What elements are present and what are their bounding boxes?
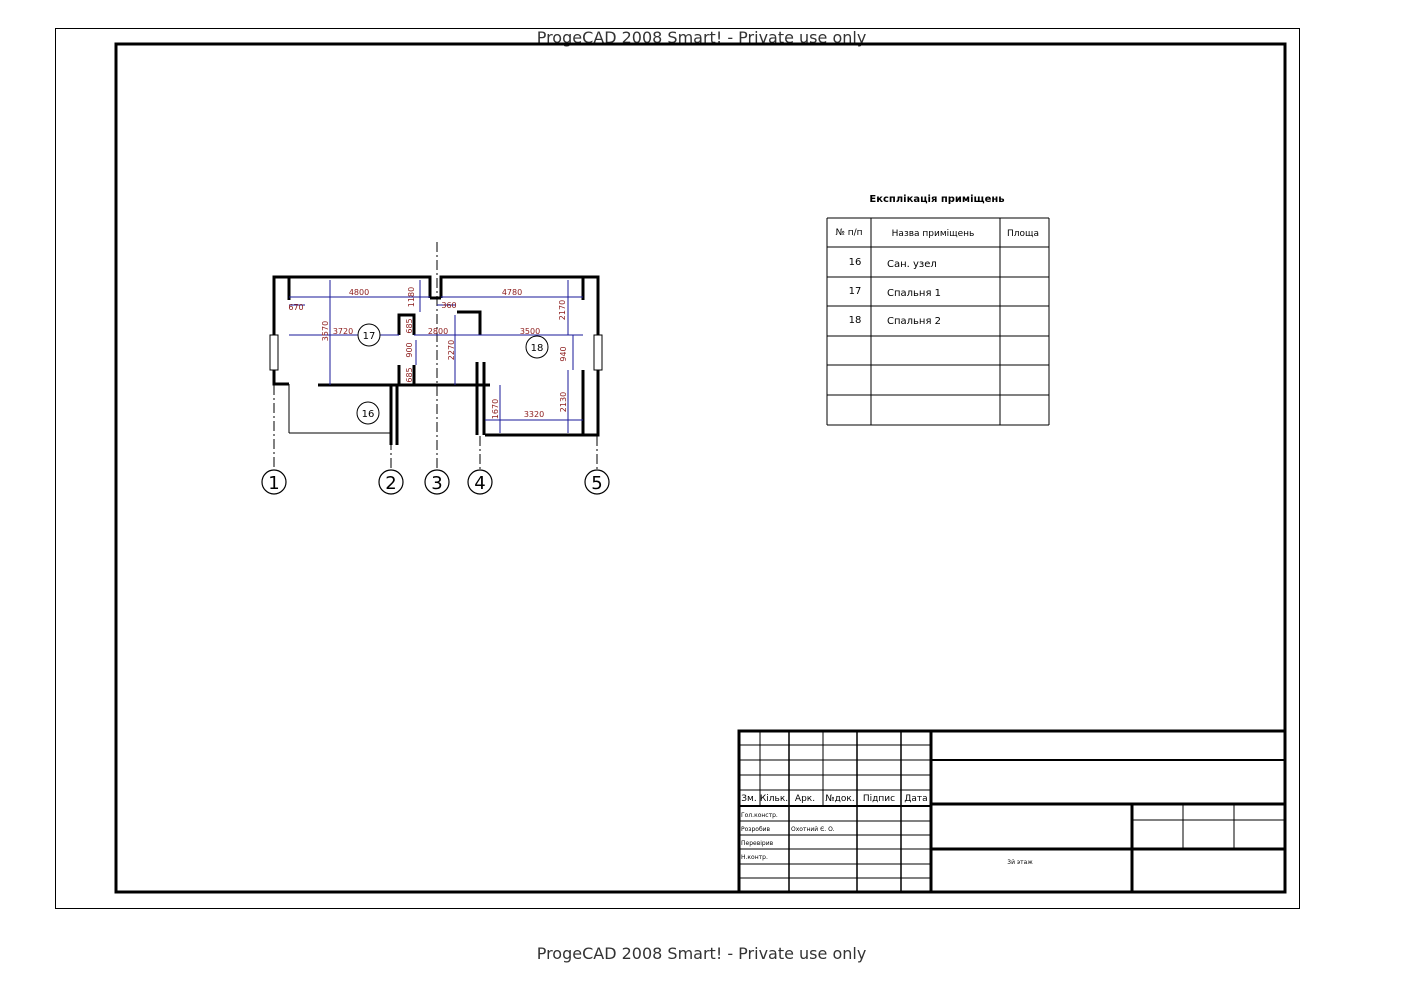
room-number: 17 bbox=[362, 331, 376, 342]
axis-label: 3 bbox=[431, 473, 443, 494]
explication-title: Експлікація приміщень bbox=[869, 194, 1005, 205]
explication-header-area: Площа bbox=[1006, 229, 1040, 239]
dimension-label: 3570 bbox=[321, 320, 330, 342]
axis-bubble bbox=[262, 470, 286, 494]
dimension-label: 360 bbox=[441, 301, 457, 310]
axis-bubbles bbox=[262, 470, 609, 494]
dimension-label: 2270 bbox=[447, 339, 456, 361]
dimension-label: 3320 bbox=[523, 410, 545, 419]
tb-header-docnum: №док. bbox=[825, 794, 855, 804]
table-row-num: 18 bbox=[848, 315, 862, 326]
axis-label: 2 bbox=[385, 473, 397, 494]
tb-role-developer: Розробив bbox=[741, 826, 771, 833]
dimension-label: 2130 bbox=[559, 391, 568, 413]
room-number: 18 bbox=[530, 343, 544, 354]
tb-header-qty: Кільк. bbox=[759, 794, 789, 804]
axis-bubble bbox=[425, 470, 449, 494]
dimension-label: 4780 bbox=[501, 288, 523, 297]
room-marker bbox=[357, 402, 379, 424]
tb-header-change: Зм. bbox=[741, 794, 757, 804]
axis-label: 5 bbox=[591, 473, 603, 494]
explication-header-name: Назва приміщень bbox=[891, 229, 975, 239]
explication-table bbox=[827, 194, 1049, 425]
paper-border bbox=[56, 29, 1300, 909]
dimension-label: 940 bbox=[559, 346, 568, 362]
tb-header-signature: Підпис bbox=[862, 794, 896, 804]
axis-bubble bbox=[468, 470, 492, 494]
table-row-num: 16 bbox=[848, 257, 862, 268]
table-row-name: Сан. узел bbox=[887, 259, 937, 270]
axis-label: 1 bbox=[268, 473, 280, 494]
title-block bbox=[739, 731, 1285, 892]
dimension-label: 3720 bbox=[332, 327, 354, 336]
table-row-name: Спальня 2 bbox=[887, 316, 942, 327]
axis-bubble bbox=[585, 470, 609, 494]
dimension-label: 3500 bbox=[519, 327, 541, 336]
dimension-label: 685 bbox=[405, 367, 414, 383]
room-number: 16 bbox=[361, 409, 375, 420]
table-row-name: Спальня 1 bbox=[887, 288, 942, 299]
axis-label: 4 bbox=[474, 473, 486, 494]
watermark-bottom: ProgeCAD 2008 Smart! - Private use only bbox=[536, 944, 867, 963]
room-markers bbox=[357, 324, 548, 424]
tb-header-date: Дата bbox=[904, 794, 928, 804]
room-marker bbox=[358, 324, 380, 346]
table-row-num: 17 bbox=[848, 286, 862, 297]
dimension-label: 1670 bbox=[491, 398, 500, 420]
watermark-top: ProgeCAD 2008 Smart! - Private use only bbox=[536, 28, 867, 47]
tb-role-chief: Гол.констр. bbox=[741, 812, 778, 819]
axis-bubble bbox=[379, 470, 403, 494]
dimension-label: 4800 bbox=[348, 288, 370, 297]
explication-header-num: № п/п bbox=[835, 228, 863, 238]
drawing-frame bbox=[116, 44, 1285, 892]
dimension-label: 685 bbox=[405, 318, 414, 334]
room-marker bbox=[526, 336, 548, 358]
tb-header-sheet: Арк. bbox=[794, 794, 816, 804]
dimension-label: 670 bbox=[288, 303, 304, 312]
dimension-label: 2800 bbox=[427, 327, 449, 336]
dimension-label: 900 bbox=[405, 342, 414, 358]
floor-plan bbox=[262, 242, 609, 494]
tb-role-normcontrol: Н.контр. bbox=[741, 854, 768, 861]
dimension-label: 2170 bbox=[558, 299, 567, 321]
tb-developer-name: Охотний Є. О. bbox=[791, 826, 835, 833]
tb-role-checker: Перевірив bbox=[741, 840, 774, 847]
tb-sheet-caption: 3й этаж bbox=[1007, 859, 1033, 866]
dimension-label: 1180 bbox=[407, 286, 416, 308]
